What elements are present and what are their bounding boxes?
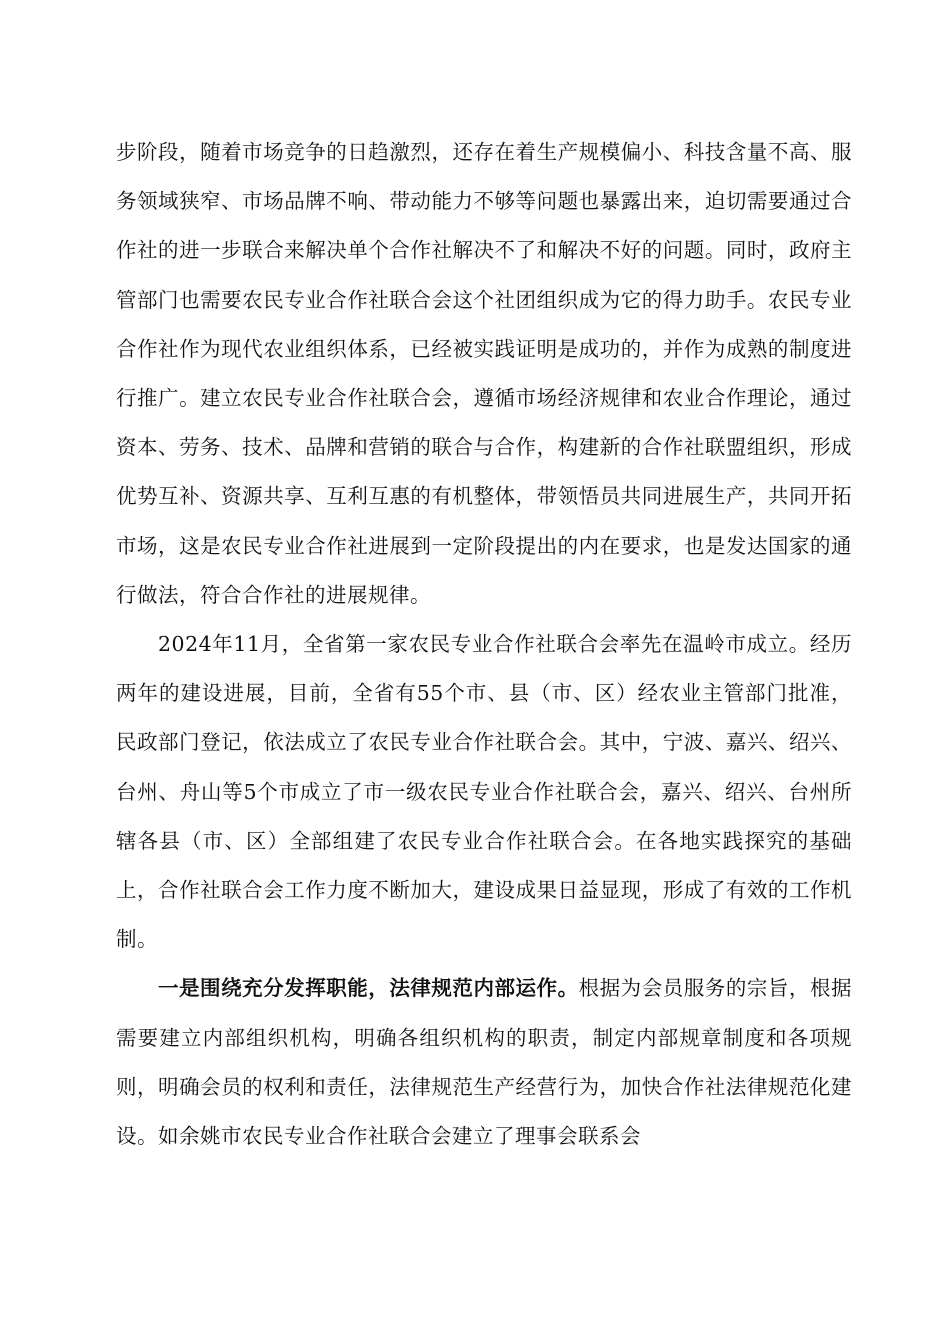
paragraph-1 bbox=[116, 128, 852, 620]
paragraph-3-text: 根据为会员服务的宗旨，根据需要建立内部组织机构，明确各组织机构的职责，制定内部规章制度和各项规则，明确会员的权利和责任，法律规范生产经营行为，加快合作社法律规范化建设。如余姚市农民专业合作社联合会建立了理事会联系会 bbox=[116, 976, 852, 1149]
paragraph-1-text: 步阶段，随着市场竞争的日趋激烈，还存在着生产规模偏小、科技含量不高、服务领域狭窄、市场品牌不响、带动能力不够等问题也暴露出来，迫切需要通过合作社的进一步联合来解决单个合作社解决不了和解决不好的问题。同时，政府主管部门也需要农民专业合作社联合会这个社团组织成为它的得力助手。农民专业合作社作为现代农业组织体系，已经被实践证明是成功的，并作为成熟的制度进行推广。建立农民专业合作社联合会，遵循市场经济规律和农业合作理论，通过资本、劳务、技术、品牌和营销的联合与合作，构建新的合作社联盟组织，形成优势互补、资源共享、互利互惠的有机整体，带领悟员共同进展生产，共同开拓市场，这是农民专业合作社进展到一定阶段提出的内在要求，也是发达国家的通行做法，符合合作社的进展规律。 bbox=[116, 140, 852, 607]
paragraph-3-lead: 一是围绕充分发挥职能，法律规范内部运作。 bbox=[158, 976, 579, 1001]
document-body bbox=[116, 128, 852, 1161]
paragraph-2 bbox=[116, 620, 852, 964]
paragraph-3 bbox=[116, 964, 852, 1161]
paragraph-2-text: 2024年11月，全省第一家农民专业合作社联合会率先在温岭市成立。经历两年的建设进展，目前，全省有55个市、县（市、区）经农业主管部门批准，民政部门登记，依法成立了农民专业合作社联合会。其中，宁波、嘉兴、绍兴、台州、舟山等5个市成立了市一级农民专业合作社联合会，嘉兴、绍兴、台州所辖各县（市、区）全部组建了农民专业合作社联合会。在各地实践探究的基础上，合作社联合会工作力度不断加大，建设成果日益显现，形成了有效的工作机制。 bbox=[116, 632, 852, 952]
